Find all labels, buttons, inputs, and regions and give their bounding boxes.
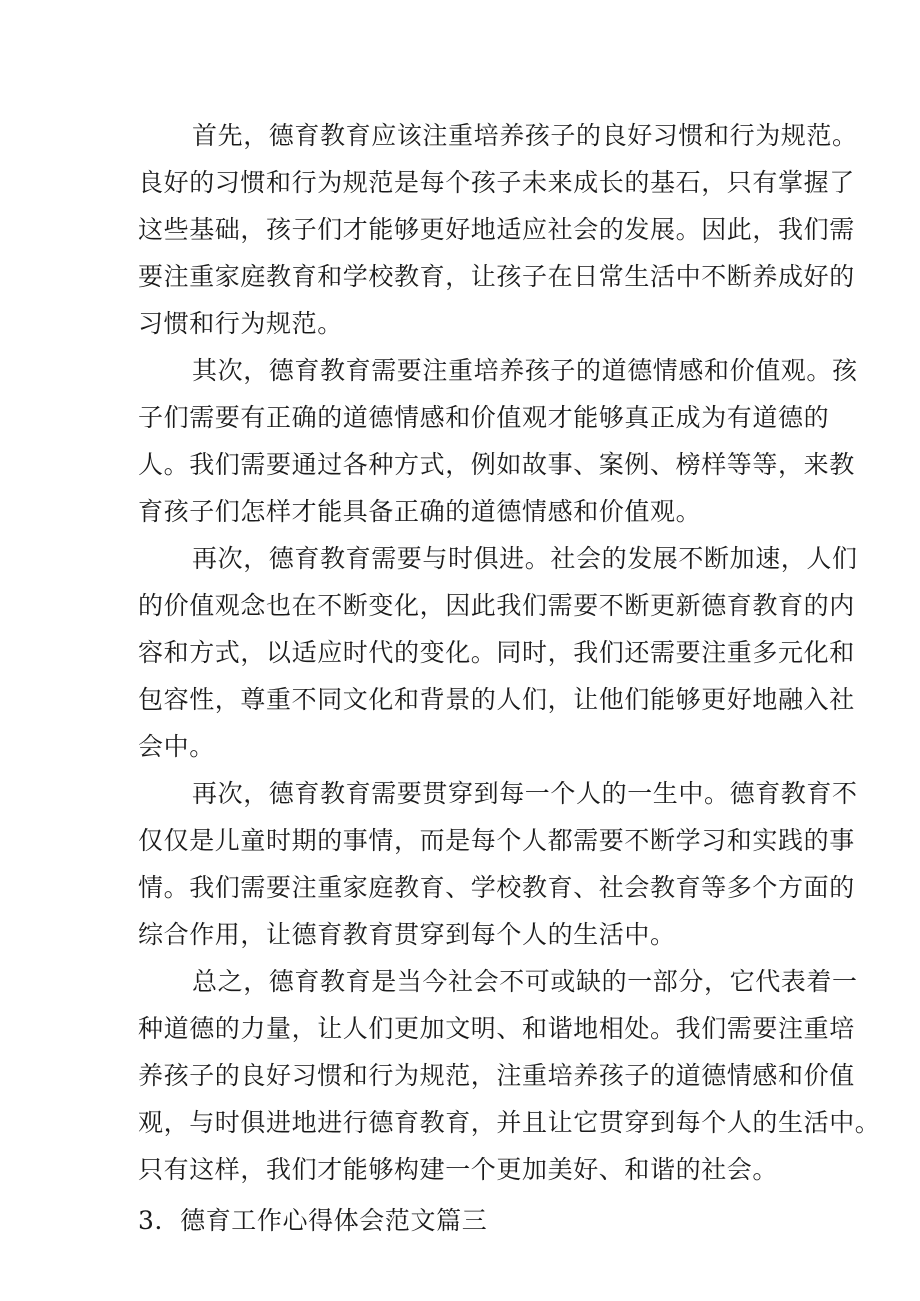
text-line: 其次，德育教育需要注重培养孩子的道德情感和价值观。孩	[192, 356, 858, 385]
text-line: 的价值观念也在不断变化，因此我们需要不断更新德育教育的内	[138, 591, 855, 620]
text-line: 良好的习惯和行为规范是每个孩子未来成长的基石，只有掌握了	[138, 168, 855, 197]
text-line: 养孩子的良好习惯和行为规范，注重培养孩子的道德情感和价值	[138, 1061, 855, 1090]
text-line: 育孩子们怎样才能具备正确的道德情感和价值观。	[138, 497, 702, 526]
text-line: 人。我们需要通过各种方式，例如故事、案例、榜样等等，来教	[138, 450, 855, 479]
text-line: 会中。	[138, 732, 215, 761]
paragraph-habits	[138, 112, 858, 347]
text-line: 再次，德育教育需要与时俱进。社会的发展不断加速，人们	[192, 544, 858, 573]
section-heading: 3．德育工作心得体会范文篇三	[138, 1206, 488, 1235]
text-line: 综合作用，让德育教育贯穿到每个人的生活中。	[138, 920, 676, 949]
text-line: 情。我们需要注重家庭教育、学校教育、社会教育等多个方面的	[138, 873, 855, 902]
paragraph-conclusion	[138, 958, 881, 1193]
text-line: 总之，德育教育是当今社会不可或缺的一部分，它代表着一	[192, 967, 858, 996]
paragraph-lifelong	[138, 770, 858, 958]
paragraph-values	[138, 347, 858, 535]
text-line: 只有这样，我们才能够构建一个更加美好、和谐的社会。	[138, 1155, 779, 1184]
text-line: 包容性，尊重不同文化和背景的人们，让他们能够更好地融入社	[138, 685, 855, 714]
text-line: 种道德的力量，让人们更加文明、和谐地相处。我们需要注重培	[138, 1014, 855, 1043]
text-line: 观，与时俱进地进行德育教育，并且让它贯穿到每个人的生活中。	[138, 1108, 881, 1137]
document-page	[138, 112, 881, 1244]
paragraph-times	[138, 535, 858, 770]
text-line: 子们需要有正确的道德情感和价值观才能够真正成为有道德的	[138, 403, 830, 432]
text-line: 首先，德育教育应该注重培养孩子的良好习惯和行为规范。	[192, 121, 858, 150]
text-line: 再次，德育教育需要贯穿到每一个人的一生中。德育教育不	[192, 779, 858, 808]
text-line: 仅仅是儿童时期的事情，而是每个人都需要不断学习和实践的事	[138, 826, 855, 855]
text-line: 这些基础，孩子们才能够更好地适应社会的发展。因此，我们需	[138, 215, 855, 244]
text-line: 习惯和行为规范。	[138, 309, 343, 338]
text-line: 容和方式，以适应时代的变化。同时，我们还需要注重多元化和	[138, 638, 855, 667]
text-line: 要注重家庭教育和学校教育，让孩子在日常生活中不断养成好的	[138, 262, 855, 291]
